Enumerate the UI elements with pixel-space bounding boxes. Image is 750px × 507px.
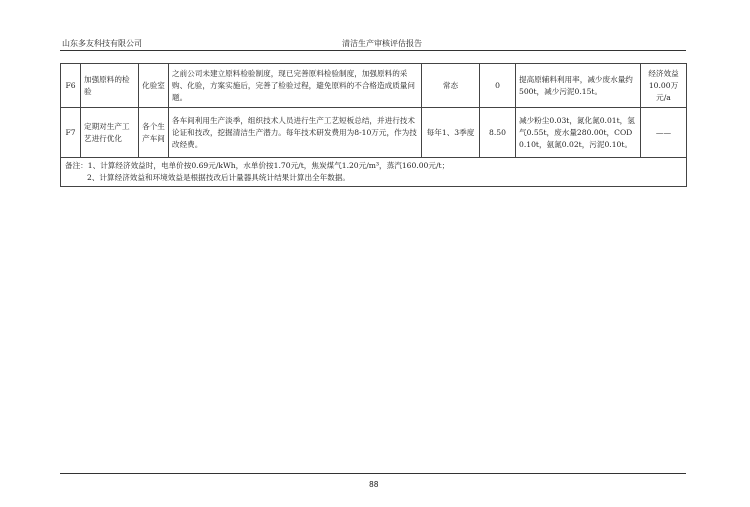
row-time: 常态 — [422, 64, 480, 108]
notes-row — [61, 158, 687, 187]
measures-table — [60, 63, 687, 187]
note-line-2: 2、计算经济效益和环境效益是根据技改后计量器具统计结果计算出全年数据。 — [87, 173, 351, 182]
row-investment: 8.50 — [480, 108, 516, 158]
row-econ-benefit: 经济效益10.00万元/a — [641, 64, 687, 108]
row-dept: 化验室 — [139, 64, 169, 108]
row-dept: 各个生产车间 — [139, 108, 169, 158]
table-row — [61, 108, 687, 158]
row-env-benefit: 提高原辅料利用率，减少废水量约500t，减少污泥0.15t。 — [516, 64, 641, 108]
row-env-benefit: 减少粉尘0.03t，氮化氮0.01t，氢气0.55t，废水量280.00t，COD 0.10t，氨氮0.02t，污泥0.10t。 — [516, 108, 641, 158]
footer-divider — [60, 473, 686, 474]
row-id: F7 — [61, 108, 81, 158]
row-id: F6 — [61, 64, 81, 108]
header-company: 山东多友科技有限公司 — [62, 39, 142, 48]
header-report-title: 清洁生产审核评估报告 — [342, 39, 422, 48]
row-name: 加强原料的检验 — [81, 64, 139, 108]
row-content: 之前公司未建立原料检验制度，现已完善原料检验制度，加强原料的采购、化验，方案实施后，完善了检验过程，避免原料的不合格造成质量问题。 — [169, 64, 422, 108]
note-line-1: 备注：1、计算经济效益时，电单价按0.69元/kWh，水单价按1.70元/t，焦炭煤气1.20元/m³，蒸汽160.00元/t； — [65, 161, 450, 170]
row-econ-benefit: —— — [641, 108, 687, 158]
header-divider — [60, 50, 686, 51]
page-number: 88 — [369, 480, 379, 489]
row-time: 每年1、3季度 — [422, 108, 480, 158]
table-row — [61, 64, 687, 108]
row-name: 定期对生产工艺进行优化 — [81, 108, 139, 158]
notes-cell — [61, 158, 687, 187]
row-investment: 0 — [480, 64, 516, 108]
row-content: 各车间利用生产淡季，组织技术人员进行生产工艺短板总结，并进行技术论证和技改，挖掘清洁生产潜力。每年技术研发费用为8-10万元，作为技改经费。 — [169, 108, 422, 158]
